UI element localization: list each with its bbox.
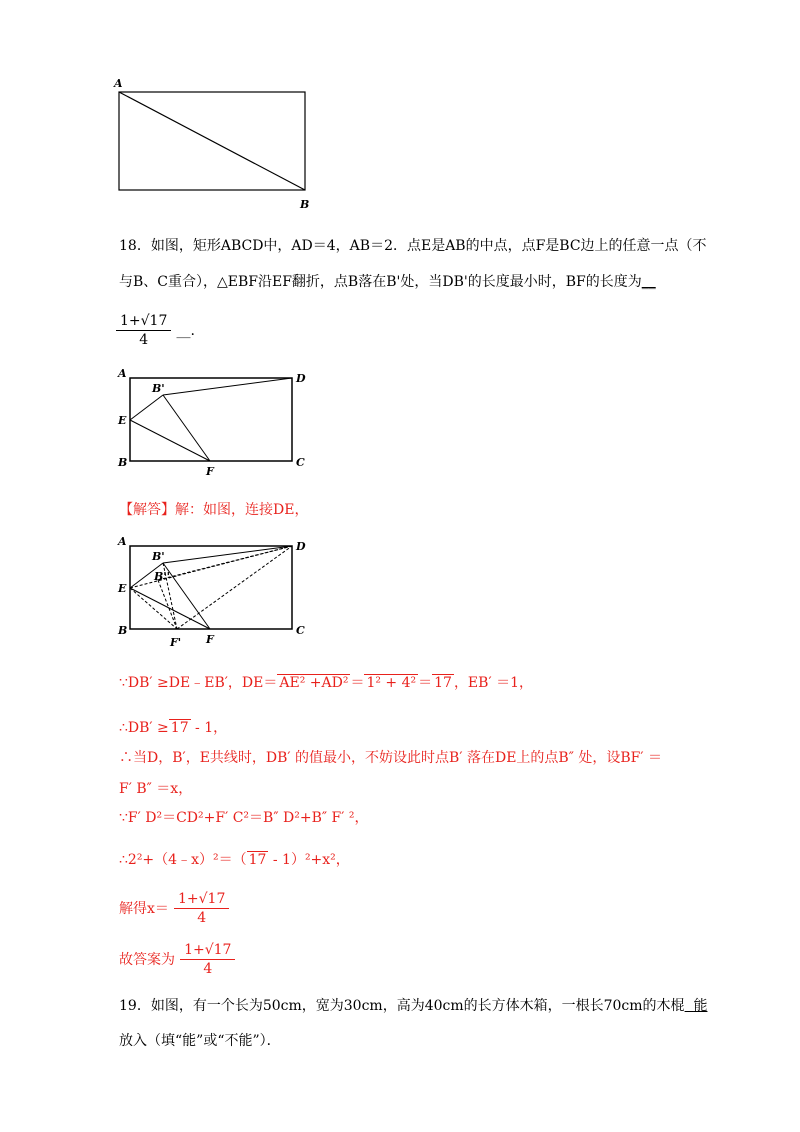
step7-denominator: 4 [197,910,207,926]
solution-step-7 [119,890,229,927]
q18-line2 [119,272,656,292]
fig1-label-f: F [206,465,214,478]
solution-figure [112,530,322,650]
step1-d: ，EB′ ＝1， [453,675,533,691]
fig2-label-f: F [206,633,214,646]
q19-line1 [119,996,707,1016]
top-label-b: B [300,198,310,211]
q19-line2: 放入（填“能”或“不能”）． [119,1033,281,1049]
step7-label: 解得x＝ [119,901,169,917]
q19-answer-text: 能 [693,998,708,1014]
fig2-label-f1: F' [170,636,182,649]
top-label-a: A [114,77,123,90]
fig1-label-b1: B' [152,382,165,395]
q18-answer-denominator: 4 [139,332,149,348]
solution-heading: 【解答】解：如图，连接DE， [119,502,309,518]
fig2-label-b: B [118,624,128,637]
solution-step-3: ∴当D，B′，E共线时，DB′ 的值最小，不妨设此时点B′ 落在DE上的点B″ 处，设BF′ ＝ [119,750,663,766]
q18-figure [112,362,322,480]
step1-sqrt-2: 1² + 4² [366,675,417,691]
fig2-label-b1: B' [152,550,165,563]
q18-answer [116,312,195,349]
q19-number: 19． [119,998,151,1014]
step6-b: - 1）²+x²， [268,852,350,868]
fig2-label-d: D [296,540,306,553]
fig2-label-c: C [296,624,305,637]
step6-a: ∴2²+（4﹣x）²＝（ [119,852,247,868]
fig1-label-e: E [118,414,127,427]
step2-sqrt: 17 [170,720,189,736]
step1-c: ＝ [418,675,433,691]
q18-answer-end: __. [176,323,195,339]
solution-step-8 [119,941,235,978]
q19-answer [685,998,708,1014]
solution-step-6 [119,850,350,870]
step6-sqrt: 17 [248,852,267,868]
step1-sqrt-3: 17 [434,675,452,691]
step8-fraction [180,941,235,978]
step7-numerator: 1+√17 [174,890,229,909]
q18-blank: __ [641,274,656,290]
step1-sqrt-1: AE² +AD² [279,675,349,691]
solution-step-4: F′ B″ ＝x， [119,781,193,797]
fig2-label-a: A [118,535,127,548]
fig2-label-b2: B'' [154,570,171,583]
q18-answer-fraction [116,312,171,349]
step1-b: ＝ [350,675,365,691]
step7-fraction [174,890,229,927]
solution-step-2 [119,718,227,738]
solution-step-5: ∵F′ D²＝CD²+F′ C²＝B″ D²+B″ F′ ²， [119,810,369,826]
q18-text-2: 与B、C重合），△EBF沿EF翻折，点B落在B'处，当DB'的长度最小时，BF的长度为 [119,274,642,290]
step8-denominator: 4 [203,961,213,977]
fig1-label-d: D [296,372,306,385]
step8-label: 故答案为 [119,952,175,968]
solution-step-1 [119,673,533,693]
q19-text-1: 如图，有一个长为50cm，宽为30cm，高为40cm的长方体木箱，一根长70cm的木棍 [150,998,685,1014]
fig2-label-e: E [118,582,127,595]
fig1-label-c: C [296,456,305,469]
step2-b: - 1， [190,720,228,736]
step2-a: ∴DB′ ≥ [119,720,169,736]
step8-numerator: 1+√17 [180,941,235,960]
q18-answer-numerator: 1+√17 [116,312,171,331]
fig1-label-b: B [118,456,128,469]
q18-text-1: 如图，矩形ABCD中，AD＝4，AB＝2．点E是AB的中点，点F是BC边上的任意一点（不 [150,238,707,254]
q18-number: 18． [119,238,151,254]
q18-line1 [119,236,707,256]
fig1-label-a: A [118,367,127,380]
top-rectangle-figure [110,76,320,216]
step1-a: ∵DB′ ≥DE﹣EB′，DE＝ [119,675,278,691]
